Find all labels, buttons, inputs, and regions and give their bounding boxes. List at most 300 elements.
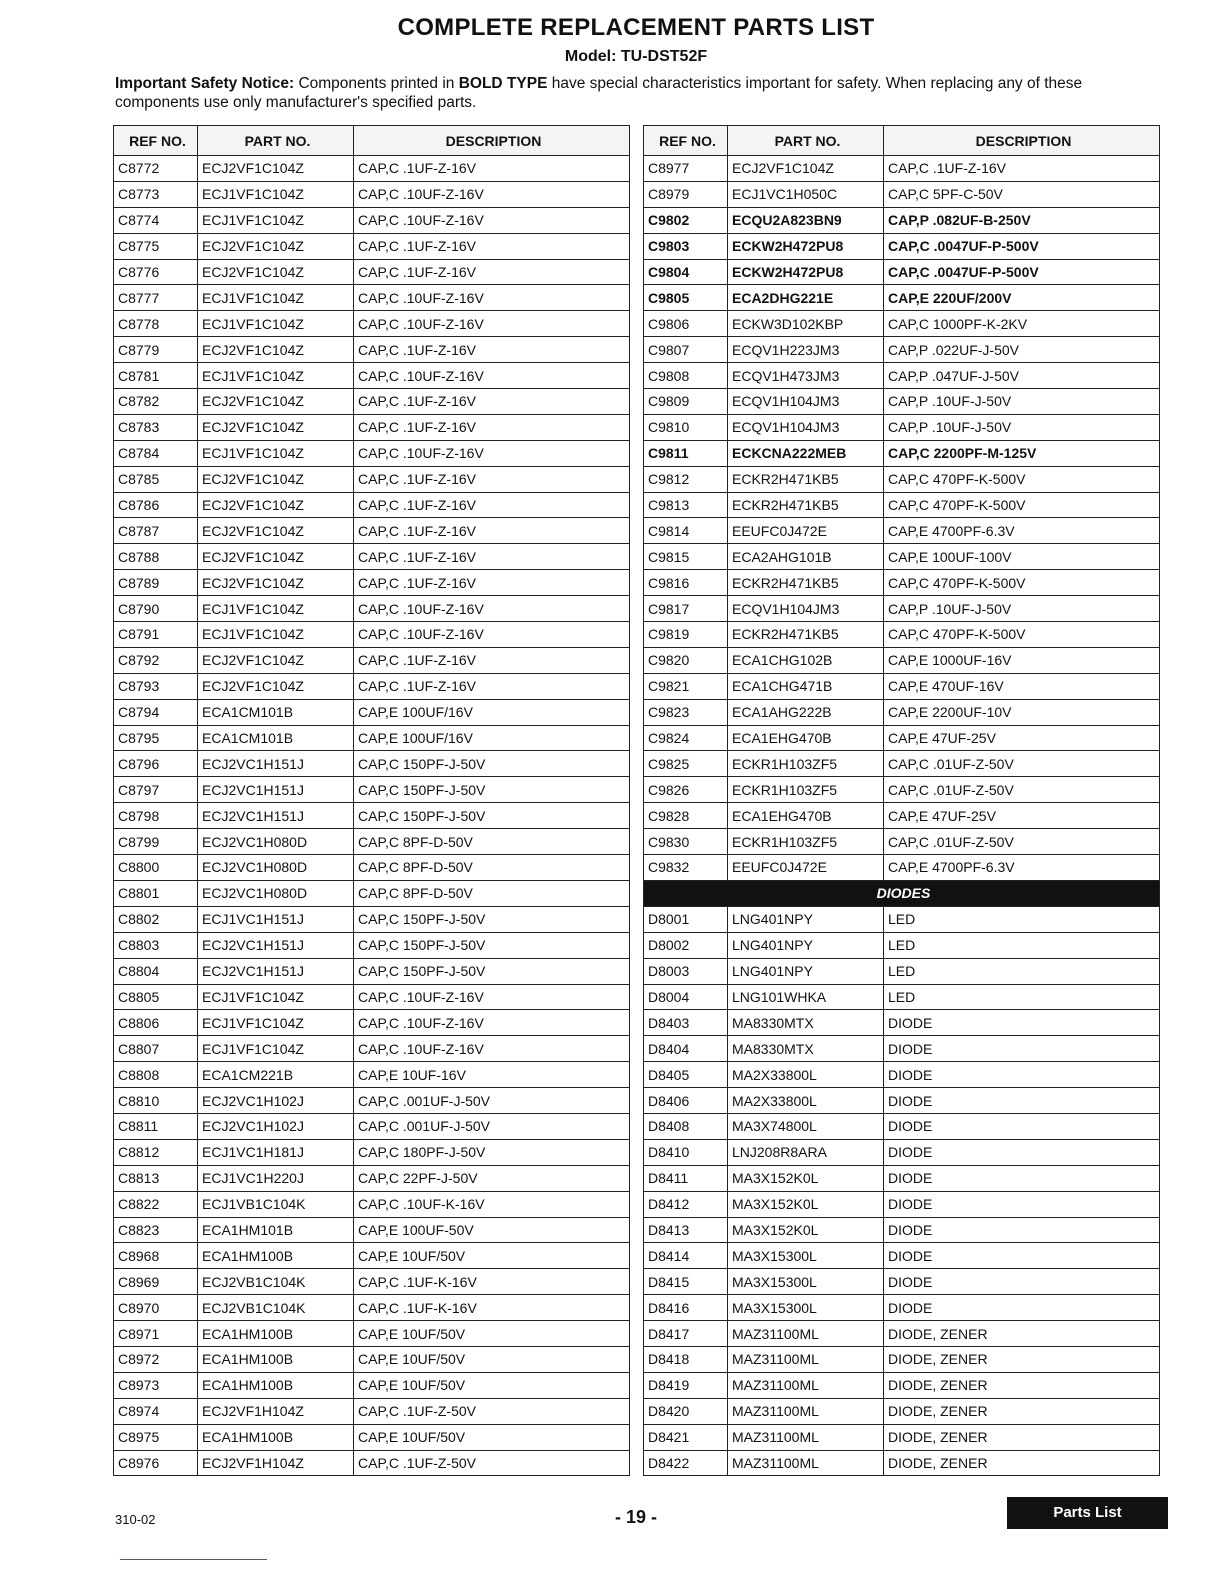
ref-no-cell: D8003 xyxy=(644,958,728,984)
ref-no-cell: C8804 xyxy=(114,958,198,984)
part-no-cell: ECJ2VF1C104Z xyxy=(198,570,354,596)
ref-no-cell: C8782 xyxy=(114,389,198,415)
safety-notice-label: Important Safety Notice: xyxy=(115,75,295,92)
description-cell: DIODE xyxy=(884,1269,1160,1295)
table-row xyxy=(644,855,1160,881)
part-no-cell: ECJ2VF1C104Z xyxy=(728,156,884,182)
description-cell: DIODE xyxy=(884,1191,1160,1217)
model-subtitle: Model: TU-DST52F xyxy=(564,48,708,65)
part-no-cell: ECJ2VC1H080D xyxy=(198,829,354,855)
description-cell: CAP,C .1UF-Z-16V xyxy=(354,389,630,415)
table-row xyxy=(114,958,630,984)
table-row xyxy=(644,1424,1160,1450)
part-no-cell: ECJ2VC1H151J xyxy=(198,777,354,803)
part-no-cell: EEUFC0J472E xyxy=(728,518,884,544)
ref-no-cell: C8975 xyxy=(114,1424,198,1450)
table-row xyxy=(114,647,630,673)
description-cell: CAP,C .1UF-Z-16V xyxy=(354,337,630,363)
description-cell: CAP,C .001UF-J-50V xyxy=(354,1113,630,1139)
table-row xyxy=(114,1372,630,1398)
ref-no-cell: C8793 xyxy=(114,673,198,699)
description-cell: CAP,C 8PF-D-50V xyxy=(354,829,630,855)
part-no-cell: MA2X33800L xyxy=(728,1062,884,1088)
table-row xyxy=(644,440,1160,466)
ref-no-cell: C8778 xyxy=(114,311,198,337)
part-no-cell: MA3X15300L xyxy=(728,1243,884,1269)
part-no-cell: LNJ208R8ARA xyxy=(728,1139,884,1165)
table-row xyxy=(114,673,630,699)
table-row xyxy=(644,1139,1160,1165)
table-row xyxy=(644,311,1160,337)
part-no-cell: ECJ2VF1C104Z xyxy=(198,414,354,440)
table-row xyxy=(644,207,1160,233)
table-row xyxy=(644,803,1160,829)
description-cell: DIODE xyxy=(884,1010,1160,1036)
ref-no-cell: D8002 xyxy=(644,932,728,958)
table-row xyxy=(114,1088,630,1114)
ref-no-cell: C8797 xyxy=(114,777,198,803)
part-no-cell: ECJ2VC1H151J xyxy=(198,958,354,984)
ref-no-cell: C8784 xyxy=(114,440,198,466)
description-cell: CAP,E 10UF/50V xyxy=(354,1372,630,1398)
part-no-cell: MA3X15300L xyxy=(728,1295,884,1321)
description-cell: CAP,E 470UF-16V xyxy=(884,673,1160,699)
part-no-cell: ECA1CHG471B xyxy=(728,673,884,699)
part-no-cell: ECJ1VF1C104Z xyxy=(198,1010,354,1036)
description-cell: CAP,C 180PF-J-50V xyxy=(354,1139,630,1165)
ref-no-cell: C8976 xyxy=(114,1450,198,1476)
ref-no-cell: C9803 xyxy=(644,233,728,259)
description-cell: CAP,C .10UF-Z-16V xyxy=(354,363,630,389)
ref-no-cell: C9805 xyxy=(644,285,728,311)
description-cell: CAP,C .1UF-Z-16V xyxy=(354,492,630,518)
description-cell: CAP,E 10UF/50V xyxy=(354,1424,630,1450)
table-row xyxy=(644,1010,1160,1036)
part-no-cell: ECJ2VF1C104Z xyxy=(198,518,354,544)
part-no-cell: ECKW3D102KBP xyxy=(728,311,884,337)
ref-no-cell: C8787 xyxy=(114,518,198,544)
table-row xyxy=(114,906,630,932)
table-row xyxy=(114,803,630,829)
part-no-cell: MA2X33800L xyxy=(728,1088,884,1114)
ref-no-cell: C8795 xyxy=(114,725,198,751)
table-row xyxy=(644,1217,1160,1243)
table-row xyxy=(114,518,630,544)
table-row xyxy=(114,622,630,648)
ref-no-cell: C8813 xyxy=(114,1165,198,1191)
table-row xyxy=(644,544,1160,570)
table-row xyxy=(114,414,630,440)
part-no-cell: MA3X152K0L xyxy=(728,1165,884,1191)
part-no-cell: ECJ1VC1H151J xyxy=(198,906,354,932)
ref-no-cell: C8805 xyxy=(114,984,198,1010)
ref-no-cell: C8788 xyxy=(114,544,198,570)
ref-no-cell: D8414 xyxy=(644,1243,728,1269)
table-row xyxy=(114,207,630,233)
table-row xyxy=(114,570,630,596)
description-cell: CAP,E 10UF-16V xyxy=(354,1062,630,1088)
table-row xyxy=(114,699,630,725)
part-no-cell: ECJ2VB1C104K xyxy=(198,1269,354,1295)
part-no-cell: MA3X152K0L xyxy=(728,1191,884,1217)
ref-no-cell: D8421 xyxy=(644,1424,728,1450)
description-cell: CAP,C 150PF-J-50V xyxy=(354,932,630,958)
description-cell: LED xyxy=(884,906,1160,932)
ref-no-header: REF NO. xyxy=(114,126,198,156)
part-no-cell: ECA1AHG222B xyxy=(728,699,884,725)
table-row xyxy=(114,233,630,259)
table-row xyxy=(114,1450,630,1476)
table-row xyxy=(644,233,1160,259)
table-row xyxy=(644,466,1160,492)
safety-notice-text-2: have special characteristics important for safety. When replacing any of these components use only manufacturer's specified parts. xyxy=(115,75,1083,111)
description-cell: DIODE xyxy=(884,1113,1160,1139)
description-cell: CAP,E 4700PF-6.3V xyxy=(884,518,1160,544)
part-no-cell: MA3X15300L xyxy=(728,1269,884,1295)
description-cell: CAP,E 10UF/50V xyxy=(354,1321,630,1347)
part-no-cell: LNG401NPY xyxy=(728,958,884,984)
ref-no-cell: C8801 xyxy=(114,880,198,906)
part-no-cell: LNG101WHKA xyxy=(728,984,884,1010)
document-code: 310-02 xyxy=(115,1512,156,1527)
part-no-cell: ECJ2VB1C104K xyxy=(198,1295,354,1321)
section-header-row xyxy=(644,880,1160,906)
description-cell: CAP,E 10UF/50V xyxy=(354,1346,630,1372)
part-no-cell: ECA1HM100B xyxy=(198,1372,354,1398)
ref-no-cell: C8806 xyxy=(114,1010,198,1036)
ref-no-cell: C8792 xyxy=(114,647,198,673)
part-no-header: PART NO. xyxy=(198,126,354,156)
ref-no-cell: C8808 xyxy=(114,1062,198,1088)
table-row xyxy=(114,1062,630,1088)
ref-no-cell: D8408 xyxy=(644,1113,728,1139)
table-row xyxy=(114,880,630,906)
description-cell: CAP,C .10UF-Z-16V xyxy=(354,311,630,337)
table-row xyxy=(644,958,1160,984)
table-row xyxy=(114,492,630,518)
description-cell: CAP,C .0047UF-P-500V xyxy=(884,233,1160,259)
ref-no-cell: C9812 xyxy=(644,466,728,492)
table-row xyxy=(644,389,1160,415)
ref-no-cell: C8810 xyxy=(114,1088,198,1114)
part-no-cell: ECA1CM221B xyxy=(198,1062,354,1088)
description-cell: CAP,C 470PF-K-500V xyxy=(884,570,1160,596)
description-cell: LED xyxy=(884,984,1160,1010)
part-no-cell: ECJ1VF1C104Z xyxy=(198,363,354,389)
ref-no-cell: C9830 xyxy=(644,829,728,855)
table-row xyxy=(114,285,630,311)
part-no-cell: ECJ2VF1C104Z xyxy=(198,337,354,363)
table-row xyxy=(644,1398,1160,1424)
table-row xyxy=(644,932,1160,958)
ref-no-cell: C9814 xyxy=(644,518,728,544)
table-row xyxy=(644,984,1160,1010)
part-no-cell: MA8330MTX xyxy=(728,1036,884,1062)
description-cell: CAP,C 2200PF-M-125V xyxy=(884,440,1160,466)
ref-no-cell: D8420 xyxy=(644,1398,728,1424)
ref-no-cell: C8800 xyxy=(114,855,198,881)
description-cell: CAP,C .10UF-Z-16V xyxy=(354,1010,630,1036)
page-number: - 19 - xyxy=(614,1507,657,1527)
part-no-cell: LNG401NPY xyxy=(728,906,884,932)
part-no-cell: MAZ31100ML xyxy=(728,1398,884,1424)
description-cell: LED xyxy=(884,958,1160,984)
description-cell: CAP,E 100UF/16V xyxy=(354,725,630,751)
ref-no-cell: D8404 xyxy=(644,1036,728,1062)
part-no-cell: MAZ31100ML xyxy=(728,1424,884,1450)
ref-no-cell: C8779 xyxy=(114,337,198,363)
table-row xyxy=(644,492,1160,518)
description-cell: CAP,E 4700PF-6.3V xyxy=(884,855,1160,881)
ref-no-cell: C8803 xyxy=(114,932,198,958)
table-row xyxy=(114,337,630,363)
table-row xyxy=(644,1295,1160,1321)
description-cell: CAP,C .1UF-Z-16V xyxy=(354,156,630,182)
description-cell: CAP,P .10UF-J-50V xyxy=(884,596,1160,622)
ref-no-cell: C9808 xyxy=(644,363,728,389)
table-row xyxy=(644,725,1160,751)
description-cell: CAP,E 10UF/50V xyxy=(354,1243,630,1269)
ref-no-cell: C8979 xyxy=(644,181,728,207)
part-no-cell: EEUFC0J472E xyxy=(728,855,884,881)
table-row xyxy=(114,181,630,207)
ref-no-cell: C9810 xyxy=(644,414,728,440)
part-no-cell: ECJ2VC1H080D xyxy=(198,855,354,881)
part-no-cell: ECJ2VC1H102J xyxy=(198,1113,354,1139)
description-cell: CAP,P .022UF-J-50V xyxy=(884,337,1160,363)
ref-no-cell: D8406 xyxy=(644,1088,728,1114)
ref-no-cell: C8823 xyxy=(114,1217,198,1243)
part-no-cell: ECQU2A823BN9 xyxy=(728,207,884,233)
description-cell: CAP,E 2200UF-10V xyxy=(884,699,1160,725)
part-no-cell: ECJ1VF1C104Z xyxy=(198,440,354,466)
ref-no-cell: C9802 xyxy=(644,207,728,233)
part-no-cell: ECKR1H103ZF5 xyxy=(728,777,884,803)
table-row xyxy=(114,1424,630,1450)
description-cell: CAP,C 150PF-J-50V xyxy=(354,803,630,829)
ref-no-cell: C8798 xyxy=(114,803,198,829)
description-cell: CAP,C .1UF-Z-16V xyxy=(354,466,630,492)
table-row xyxy=(114,1321,630,1347)
description-cell: CAP,C .1UF-Z-16V xyxy=(884,156,1160,182)
description-cell: CAP,C .1UF-Z-16V xyxy=(354,570,630,596)
description-cell: DIODE xyxy=(884,1062,1160,1088)
ref-no-cell: C9815 xyxy=(644,544,728,570)
part-no-cell: ECJ2VF1C104Z xyxy=(198,466,354,492)
description-cell: CAP,C .10UF-Z-16V xyxy=(354,285,630,311)
part-no-cell: ECJ1VC1H220J xyxy=(198,1165,354,1191)
part-no-cell: ECA1CHG102B xyxy=(728,647,884,673)
description-cell: CAP,C .01UF-Z-50V xyxy=(884,829,1160,855)
part-no-cell: ECA2DHG221E xyxy=(728,285,884,311)
table-row xyxy=(644,647,1160,673)
ref-no-cell: D8418 xyxy=(644,1346,728,1372)
table-row xyxy=(114,1295,630,1321)
table-header-row xyxy=(114,126,630,156)
part-no-cell: MAZ31100ML xyxy=(728,1346,884,1372)
table-row xyxy=(644,1243,1160,1269)
ref-no-cell: C8775 xyxy=(114,233,198,259)
table-row xyxy=(644,1036,1160,1062)
part-no-cell: ECA1EHG470B xyxy=(728,803,884,829)
footer-rule xyxy=(120,1559,267,1560)
description-cell: DIODE, ZENER xyxy=(884,1372,1160,1398)
ref-no-cell: C8972 xyxy=(114,1346,198,1372)
part-no-cell: ECKR2H471KB5 xyxy=(728,466,884,492)
ref-no-cell: C8794 xyxy=(114,699,198,725)
safety-notice-bold: BOLD TYPE xyxy=(458,75,548,92)
table-row xyxy=(114,1243,630,1269)
table-row xyxy=(114,751,630,777)
table-row xyxy=(644,1346,1160,1372)
table-row xyxy=(114,1398,630,1424)
part-no-cell: ECQV1H104JM3 xyxy=(728,389,884,415)
table-row xyxy=(114,596,630,622)
table-row xyxy=(644,751,1160,777)
description-cell: CAP,C .10UF-Z-16V xyxy=(354,1036,630,1062)
table-row xyxy=(114,1217,630,1243)
description-header: DESCRIPTION xyxy=(884,126,1160,156)
description-cell: DIODE xyxy=(884,1243,1160,1269)
safety-notice xyxy=(115,74,1165,112)
table-row xyxy=(114,389,630,415)
description-cell: CAP,C .01UF-Z-50V xyxy=(884,777,1160,803)
part-no-cell: MAZ31100ML xyxy=(728,1321,884,1347)
part-no-cell: ECJ1VC1H050C xyxy=(728,181,884,207)
parts-table-right xyxy=(643,125,1160,1476)
description-cell: DIODE, ZENER xyxy=(884,1450,1160,1476)
description-header: DESCRIPTION xyxy=(354,126,630,156)
ref-no-header: REF NO. xyxy=(644,126,728,156)
table-row xyxy=(114,1191,630,1217)
ref-no-cell: D8413 xyxy=(644,1217,728,1243)
ref-no-cell: C9819 xyxy=(644,622,728,648)
table-row xyxy=(114,932,630,958)
ref-no-cell: C9828 xyxy=(644,803,728,829)
ref-no-cell: D8419 xyxy=(644,1372,728,1398)
ref-no-cell: C9811 xyxy=(644,440,728,466)
part-no-cell: ECJ2VC1H151J xyxy=(198,751,354,777)
part-no-cell: ECA1HM101B xyxy=(198,1217,354,1243)
description-cell: CAP,P .047UF-J-50V xyxy=(884,363,1160,389)
description-cell: CAP,C .10UF-Z-16V xyxy=(354,622,630,648)
ref-no-cell: C9821 xyxy=(644,673,728,699)
ref-no-cell: D8415 xyxy=(644,1269,728,1295)
description-cell: CAP,C .1UF-Z-50V xyxy=(354,1398,630,1424)
table-row xyxy=(644,1088,1160,1114)
table-row xyxy=(114,1269,630,1295)
ref-no-cell: C9824 xyxy=(644,725,728,751)
part-no-cell: ECJ2VC1H151J xyxy=(198,932,354,958)
ref-no-cell: C8811 xyxy=(114,1113,198,1139)
table-row xyxy=(114,725,630,751)
part-no-cell: ECKW2H472PU8 xyxy=(728,259,884,285)
part-no-cell: ECJ2VF1C104Z xyxy=(198,156,354,182)
ref-no-cell: C8796 xyxy=(114,751,198,777)
part-no-cell: ECJ1VF1C104Z xyxy=(198,181,354,207)
part-no-cell: ECA1EHG470B xyxy=(728,725,884,751)
part-no-cell: LNG401NPY xyxy=(728,932,884,958)
description-cell: CAP,P .10UF-J-50V xyxy=(884,414,1160,440)
ref-no-cell: C9816 xyxy=(644,570,728,596)
table-row xyxy=(644,1165,1160,1191)
description-cell: DIODE xyxy=(884,1088,1160,1114)
ref-no-cell: C9825 xyxy=(644,751,728,777)
part-no-cell: ECJ2VF1C104Z xyxy=(198,647,354,673)
part-no-cell: ECKR2H471KB5 xyxy=(728,492,884,518)
ref-no-cell: C8785 xyxy=(114,466,198,492)
ref-no-cell: C8776 xyxy=(114,259,198,285)
table-row xyxy=(644,829,1160,855)
ref-no-cell: C8971 xyxy=(114,1321,198,1347)
ref-no-cell: D8417 xyxy=(644,1321,728,1347)
ref-no-cell: C8802 xyxy=(114,906,198,932)
ref-no-cell: C8968 xyxy=(114,1243,198,1269)
ref-no-cell: C8789 xyxy=(114,570,198,596)
table-row xyxy=(644,1113,1160,1139)
table-row xyxy=(644,1062,1160,1088)
ref-no-cell: C8822 xyxy=(114,1191,198,1217)
description-cell: CAP,C .1UF-Z-16V xyxy=(354,414,630,440)
part-no-cell: ECKR1H103ZF5 xyxy=(728,829,884,855)
table-row xyxy=(644,777,1160,803)
ref-no-cell: C9804 xyxy=(644,259,728,285)
ref-no-cell: D8416 xyxy=(644,1295,728,1321)
part-no-cell: ECKR1H103ZF5 xyxy=(728,751,884,777)
table-row xyxy=(644,1372,1160,1398)
part-no-cell: ECKCNA222MEB xyxy=(728,440,884,466)
table-row xyxy=(644,1191,1160,1217)
description-cell: CAP,C 150PF-J-50V xyxy=(354,958,630,984)
part-no-cell: ECQV1H473JM3 xyxy=(728,363,884,389)
part-no-cell: MA3X152K0L xyxy=(728,1217,884,1243)
ref-no-cell: C9809 xyxy=(644,389,728,415)
description-cell: CAP,C .10UF-Z-16V xyxy=(354,181,630,207)
description-cell: CAP,E 100UF-100V xyxy=(884,544,1160,570)
part-no-cell: MA3X74800L xyxy=(728,1113,884,1139)
description-cell: DIODE, ZENER xyxy=(884,1321,1160,1347)
description-cell: CAP,E 47UF-25V xyxy=(884,725,1160,751)
part-no-cell: ECJ1VC1H181J xyxy=(198,1139,354,1165)
description-cell: DIODE xyxy=(884,1139,1160,1165)
ref-no-cell: C9820 xyxy=(644,647,728,673)
table-row xyxy=(114,156,630,182)
ref-no-cell: C8772 xyxy=(114,156,198,182)
table-row xyxy=(644,699,1160,725)
table-row xyxy=(114,1165,630,1191)
description-cell: CAP,C 8PF-D-50V xyxy=(354,880,630,906)
description-cell: CAP,P .10UF-J-50V xyxy=(884,389,1160,415)
part-no-cell: ECKW2H472PU8 xyxy=(728,233,884,259)
table-row xyxy=(114,363,630,389)
ref-no-cell: D8422 xyxy=(644,1450,728,1476)
table-row xyxy=(644,337,1160,363)
ref-no-cell: C9817 xyxy=(644,596,728,622)
description-cell: CAP,C 8PF-D-50V xyxy=(354,855,630,881)
description-cell: CAP,E 100UF/16V xyxy=(354,699,630,725)
description-cell: CAP,C 470PF-K-500V xyxy=(884,492,1160,518)
table-header-row xyxy=(644,126,1160,156)
ref-no-cell: C8973 xyxy=(114,1372,198,1398)
table-row xyxy=(644,363,1160,389)
table-row xyxy=(114,440,630,466)
part-no-cell: ECJ2VF1C104Z xyxy=(198,544,354,570)
part-no-cell: MA8330MTX xyxy=(728,1010,884,1036)
ref-no-cell: C9832 xyxy=(644,855,728,881)
ref-no-cell: C8807 xyxy=(114,1036,198,1062)
table-row xyxy=(644,414,1160,440)
table-row xyxy=(114,777,630,803)
